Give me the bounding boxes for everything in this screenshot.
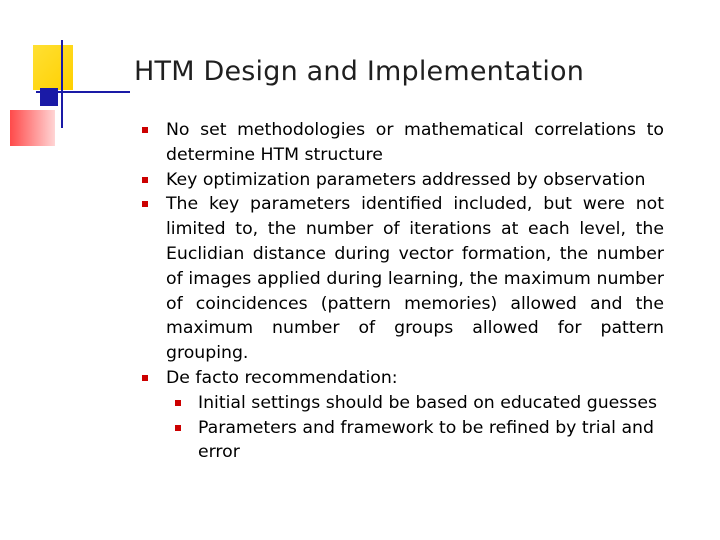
square-bullet-icon: [175, 425, 181, 431]
bullet-item: [142, 192, 664, 366]
sub-bullet-text: Parameters and framework to be refined by trial and error: [198, 417, 654, 463]
sub-bullet-item: [142, 416, 664, 466]
logo-red-square: [10, 110, 55, 146]
bullet-item: [142, 118, 664, 168]
bullet-text: No set methodologies or mathematical correlations to determine HTM structure: [166, 120, 664, 165]
logo-blue-square: [40, 88, 58, 106]
square-bullet-icon: [175, 400, 181, 406]
slide-title: HTM Design and Implementation: [134, 56, 585, 87]
bullet-item: [142, 168, 664, 193]
square-bullet-icon: [142, 375, 148, 381]
sub-bullet-item: [142, 391, 664, 416]
bullet-text: The key parameters identified included, but were not limited to, the number of iterations at each level, the Euclidian distance during vector formation, the number of images applied during learning, the maximum number of coincidences (pattern memories) allowed and the maximum number of groups allowed for pattern grouping.: [166, 194, 664, 364]
bullet-item: [142, 366, 664, 391]
square-bullet-icon: [142, 127, 148, 133]
sub-bullet-text: Initial settings should be based on educated guesses: [198, 392, 657, 413]
square-bullet-icon: [142, 201, 148, 207]
bullet-text: Key optimization parameters addressed by observation: [166, 169, 646, 190]
slide-logo-decoration: [0, 0, 130, 150]
square-bullet-icon: [142, 177, 148, 183]
bullet-list: [142, 118, 664, 465]
logo-yellow-square: [33, 45, 73, 90]
bullet-text: De facto recommendation:: [166, 367, 398, 388]
